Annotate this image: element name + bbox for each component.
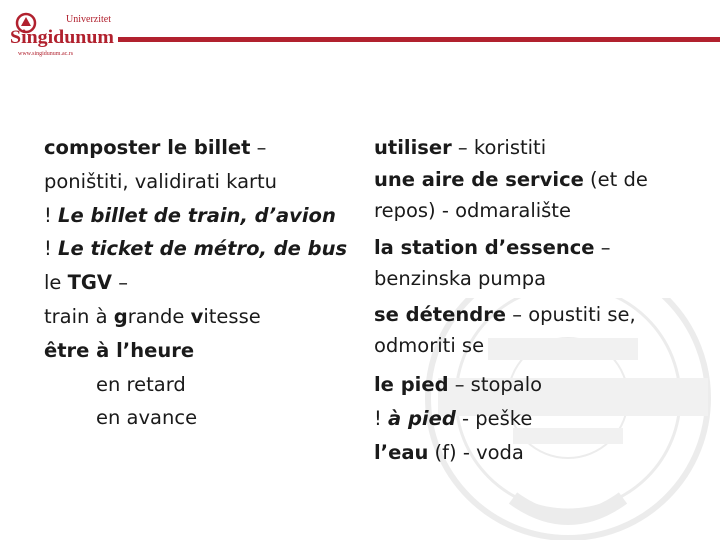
vocab-term: le pied [374, 373, 449, 397]
vocab-line [44, 300, 364, 334]
vocab-text: – [594, 235, 611, 259]
vocab-term: v [190, 304, 204, 328]
vocab-term: une aire de service [374, 167, 584, 191]
vocab-line [374, 436, 674, 470]
vocab-text: le [44, 271, 68, 295]
vocab-text: - peške [455, 406, 533, 430]
vocab-line [374, 402, 674, 436]
vocab-term: g [113, 304, 128, 328]
vocab-text: odmoriti se [374, 334, 485, 358]
vocab-line [44, 131, 364, 165]
logo-top-text: Univerzitet [66, 14, 111, 25]
vocab-text: poništiti, validirati kartu [44, 169, 278, 193]
vocab-term: composter le billet [44, 136, 251, 159]
vocab-text: – opustiti se, [506, 303, 636, 327]
vocab-line [44, 199, 364, 233]
vocab-line [44, 334, 364, 368]
vocab-text: (f) - voda [428, 440, 524, 464]
vocab-text: – koristiti [451, 136, 547, 159]
vocab-line [44, 232, 364, 266]
vocab-term: TGV [67, 271, 113, 295]
vocab-text: ! [44, 203, 59, 227]
left-vocabulary-column [44, 131, 364, 435]
logo-emblem-mark [21, 17, 31, 26]
vocab-term: la station d’essence [374, 235, 595, 259]
logo-name: Singidunum [10, 27, 115, 48]
vocab-text: en avance [96, 406, 198, 430]
vocab-text: benzinska pumpa [374, 266, 547, 290]
logo-url: www.singidunum.ac.rs [18, 51, 74, 57]
right-vocabulary-column [374, 131, 674, 470]
vocab-line [374, 131, 674, 165]
vocab-term: à pied [388, 406, 456, 430]
vocab-line [374, 329, 674, 363]
vocab-text: rande [127, 304, 191, 328]
vocab-term: utiliser [374, 136, 452, 159]
vocab-term: Le ticket de métro, de bus [58, 237, 348, 261]
vocab-line [374, 300, 674, 329]
vocab-line [44, 401, 364, 435]
vocab-text: ! [374, 406, 389, 430]
vocab-text: ! [44, 237, 59, 261]
vocab-text: train à [44, 304, 114, 328]
vocab-text: – stopalo [448, 373, 543, 397]
vocab-line [374, 368, 674, 402]
vocab-text: itesse [203, 304, 261, 328]
vocab-text: repos) - odmaralište [374, 198, 571, 222]
vocab-text: (et de [583, 167, 648, 191]
vocab-term: se détendre [374, 303, 507, 327]
vocab-text: – [112, 271, 128, 295]
vocab-term: Le billet de train, d’avion [58, 203, 336, 227]
vocab-line [374, 194, 674, 228]
vocab-line [374, 233, 674, 262]
vocab-text: en retard [96, 372, 186, 396]
vocab-line [44, 266, 364, 300]
vocab-text: – [250, 136, 267, 159]
vocab-line [374, 165, 674, 194]
university-logo [8, 10, 120, 60]
vocab-line [44, 368, 364, 402]
header-divider [118, 37, 720, 42]
vocab-line [374, 262, 674, 296]
slide-header [0, 0, 720, 70]
vocab-line [44, 165, 364, 199]
vocab-term: l’eau [374, 440, 429, 464]
vocab-term: être à l’heure [44, 338, 195, 362]
